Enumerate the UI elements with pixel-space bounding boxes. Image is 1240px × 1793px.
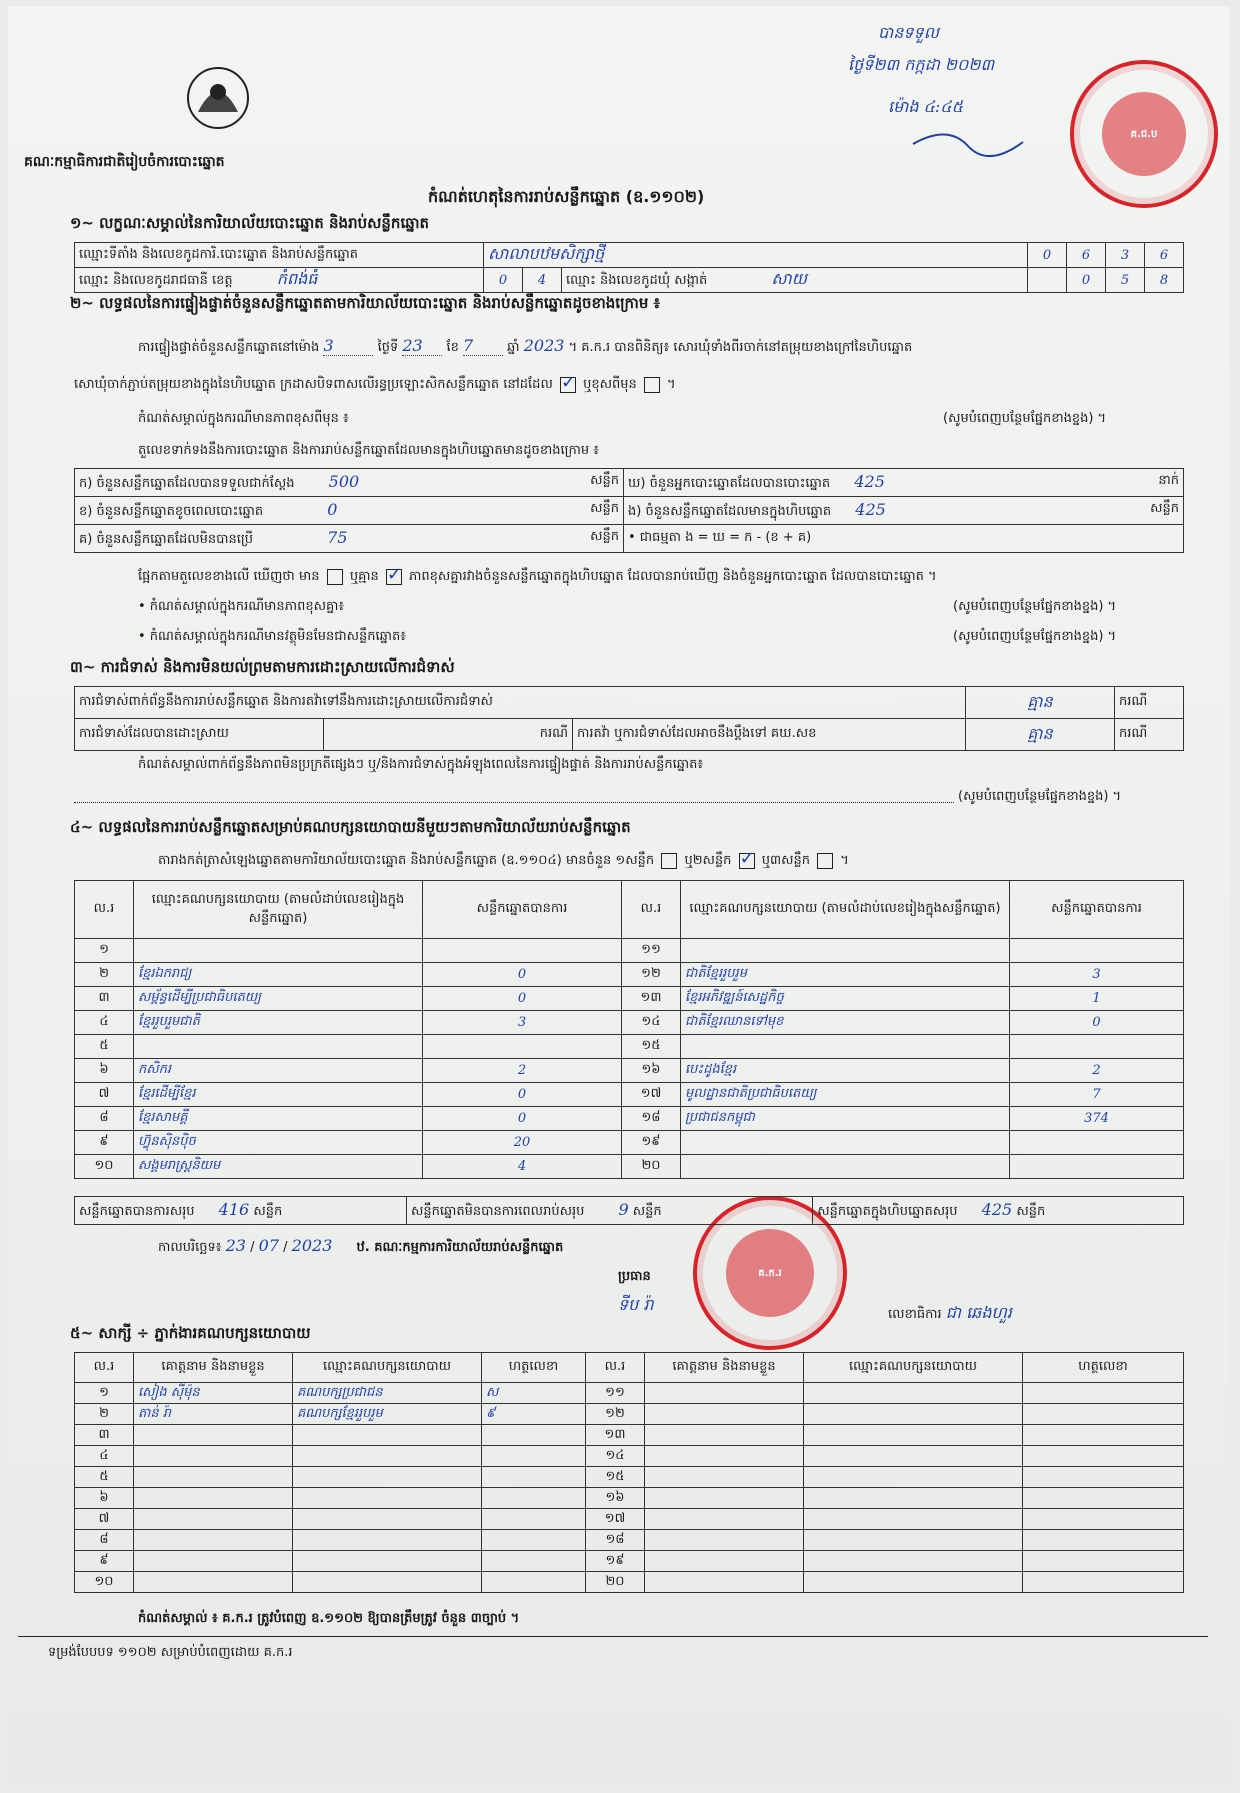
witness-signature bbox=[1023, 1488, 1184, 1509]
witness-party bbox=[293, 1425, 482, 1446]
witness-party bbox=[804, 1530, 1023, 1551]
result-party bbox=[134, 1035, 423, 1059]
verify-day: 23 bbox=[402, 336, 442, 356]
verify-time: 3 bbox=[323, 336, 373, 356]
result-party bbox=[134, 939, 423, 963]
nec-stamp-top: គ.ជ.ប bbox=[1070, 60, 1218, 208]
witness-party bbox=[293, 1488, 482, 1509]
results-row bbox=[75, 1011, 1184, 1035]
witness-signature bbox=[1023, 1572, 1184, 1593]
results-row bbox=[75, 1107, 1184, 1131]
one-sheet-checkbox[interactable] bbox=[661, 853, 677, 869]
result-party: កសិករ bbox=[134, 1059, 423, 1083]
witness-name bbox=[645, 1404, 804, 1425]
witness-signature bbox=[1023, 1446, 1184, 1467]
box-ballots: 425 bbox=[855, 499, 886, 519]
result-party: ជាតិខ្មែររួបរួម bbox=[681, 963, 1010, 987]
witness-name bbox=[645, 1509, 804, 1530]
witness-row bbox=[75, 1551, 1184, 1572]
total-valid: 416 bbox=[218, 1199, 250, 1219]
result-no: ១៦ bbox=[622, 1059, 681, 1083]
result-party: សង្គមរាស្ត្រនិយម bbox=[134, 1155, 423, 1179]
date-day: 23 bbox=[225, 1236, 246, 1255]
witness-name: តាន់ រ៉ា bbox=[134, 1404, 293, 1425]
commune-label: ឈ្មោះ និងលេខកូដឃុំ សង្កាត់ bbox=[566, 273, 708, 288]
verify-year: 2023 bbox=[523, 336, 565, 355]
witness-no: ១ bbox=[75, 1383, 134, 1404]
witness-no: ៣ bbox=[75, 1425, 134, 1446]
witness-party bbox=[804, 1425, 1023, 1446]
result-party: ខ្មែរអភិវឌ្ឍន៍សេដ្ឋកិច្ច bbox=[681, 987, 1010, 1011]
witness-name bbox=[645, 1572, 804, 1593]
witness-signature: ៩ bbox=[482, 1404, 586, 1425]
result-no: ១៤ bbox=[622, 1011, 681, 1035]
result-no: ២ bbox=[75, 963, 134, 987]
has-discrepancy-checkbox[interactable] bbox=[327, 569, 343, 585]
result-votes bbox=[1010, 1131, 1184, 1155]
witness-party bbox=[804, 1446, 1023, 1467]
section5-title: ៥~ សាក្សី ÷ ភ្នាក់ងារគណបក្សនយោបាយ bbox=[70, 1324, 311, 1342]
section2-title: ២~ លទ្ធផលនៃការផ្ទៀងផ្ទាត់ចំនួនសន្លឹកឆ្នោតតាមការិយាល័យបោះឆ្នោត និងរាប់សន្លឹកឆ្នោតដូចខាងក្រោម ៖ bbox=[70, 294, 661, 312]
witness-signature bbox=[482, 1509, 586, 1530]
unused-ballots: 75 bbox=[327, 527, 348, 547]
witness-name bbox=[134, 1572, 293, 1593]
discrepancy-line: ផ្អែកតាមតួលេខខាងលើ ឃើញថា មាន ឬគ្មាន ✓ ភាពខុសគ្នារវាងចំនួនសន្លឹកឆ្នោតក្នុងហិបឆ្នោត ដែលបានរាប់ឃើញ និងចំនួនអ្នកបោះឆ្នោត ដែលបានបោះឆ្នោត ។ bbox=[138, 568, 937, 587]
secretary-line: លេខាធិការ ជា ឆេងហួរ bbox=[888, 1303, 1012, 1322]
result-no: ១០ bbox=[75, 1155, 134, 1179]
bullet-diff: • កំណត់សម្គាល់ក្នុងករណីមានភាពខុសគ្នា៖ bbox=[138, 599, 345, 614]
result-party: ប្រជាជនកម្ពុជា bbox=[681, 1107, 1010, 1131]
witness-name bbox=[134, 1446, 293, 1467]
witness-signature bbox=[482, 1530, 586, 1551]
result-votes bbox=[1010, 1155, 1184, 1179]
sheets-line: តារាងកត់ត្រាសំឡេងឆ្នោតតាមការិយាល័យបោះឆ្នោត និងរាប់សន្លឹកឆ្នោត (ឧ.១១០៤) មានចំនួន ១សន្លឹក ឬ២សន្លឹក ✓ ឬ៣សន្លឹក ។ bbox=[158, 852, 849, 871]
bullet-object: • កំណត់សម្គាល់ក្នុងករណីមានវត្ថុមិនមែនជាសន្លឹកឆ្នោត៖ bbox=[138, 629, 406, 644]
objection-row1-value: គ្មាន bbox=[966, 687, 1115, 719]
totals-table: សន្លឹកឆ្នោតបានការសរុប 416 សន្លឹក សន្លឹកឆ្នោតមិនបានការពេលរាប់សរុប 9 សន្លឹក សន្លឹកឆ្នោតក្នុងហិបឆ្នោតសរុប 425 សន្លឹក bbox=[74, 1196, 1184, 1225]
result-votes bbox=[423, 939, 622, 963]
result-party: ខ្មែរដើម្បីខ្មែរ bbox=[134, 1083, 423, 1107]
witness-name bbox=[134, 1530, 293, 1551]
witness-row bbox=[75, 1572, 1184, 1593]
result-party bbox=[681, 939, 1010, 963]
result-votes: 2 bbox=[423, 1059, 622, 1083]
witness-row bbox=[75, 1404, 1184, 1425]
witness-name bbox=[645, 1446, 804, 1467]
witness-party bbox=[293, 1530, 482, 1551]
result-party: ខ្មែរឯករាជ្យ bbox=[134, 963, 423, 987]
results-table: ល.រ ឈ្មោះគណបក្សនយោបាយ (តាមលំដាប់លេខរៀងក្នុងសន្លឹកឆ្នោត) សន្លឹកឆ្នោតបានការ ល.រ ឈ្មោះគណបក្សនយោបាយ (តាមលំដាប់លេខរៀងក្នុងសន្លឹកឆ្នោត) សន្លឹកឆ្នោតបានការ ១ ១១ ២ ខ្មែរឯករាជ្យ 0 ១២ ជាតិខ្មែររួបរួម 3 ៣ សម្ព័ន្ធដើម្បីប្រជាធិបតេយ្យ 0 ១៣ ខ្មែរអភិវឌ្ឍន៍សេដ្ឋកិច្ច 1 ៤ ខ្មែររួបរួមជាតិ 3 ១៤ ជាតិខ្មែរឈានទៅមុខ 0 ៥ ១៥ ៦ កសិករ 2 ១៦ បេះដូងខ្មែរ 2 ៧ ខ្មែរដើម្បីខ្មែរ 0 ១៧ មូលដ្ឋានជាតិប្រជាធិបតេយ្យ 7 ៨ ខ្មែរសាមគ្គី 0 ១៨ ប្រជាជនកម្ពុជា 374 ៩ ហ៊្វុនស៊ិនប៉ិច 20 ១៩ ១០ សង្គមរាស្ត្រនិយម 4 ២០ bbox=[74, 880, 1184, 1179]
appeal-label: ការតវ៉ា ឬការជំទាស់ដែលអាចនឹងប្តឹងទៅ គឃ.សខ bbox=[573, 719, 966, 751]
witness-signature bbox=[1023, 1530, 1184, 1551]
witness-party bbox=[804, 1551, 1023, 1572]
witness-signature bbox=[1023, 1404, 1184, 1425]
received-date: ថ្ងៃទី២៣ កក្កដា ២០២៣ bbox=[848, 55, 995, 74]
witness-party: គណបក្សប្រជាជន bbox=[293, 1383, 482, 1404]
result-votes: 3 bbox=[423, 1011, 622, 1035]
date-month: 07 bbox=[258, 1236, 279, 1255]
figures-intro: តួលេខទាក់ទងនឹងការបោះឆ្នោត និងការរាប់សន្លឹកឆ្នោតដែលមានក្នុងហិបឆ្នោតមានដូចខាងក្រោម ៖ bbox=[138, 443, 599, 458]
result-votes: 374 bbox=[1010, 1107, 1184, 1131]
result-no: ៤ bbox=[75, 1011, 134, 1035]
witness-signature bbox=[482, 1488, 586, 1509]
secretary-name: ជា ឆេងហួរ bbox=[945, 1303, 1012, 1322]
witness-party bbox=[293, 1572, 482, 1593]
witness-signature bbox=[482, 1446, 586, 1467]
objection-row2-value: គ្មាន bbox=[966, 719, 1115, 751]
witness-no: ១២ bbox=[586, 1404, 645, 1425]
commune-code-1: 0 bbox=[1067, 268, 1106, 293]
witness-signature bbox=[1023, 1467, 1184, 1488]
witness-name bbox=[134, 1551, 293, 1572]
witness-name bbox=[645, 1425, 804, 1446]
commune-value: សាយ bbox=[771, 269, 807, 288]
witness-party bbox=[293, 1446, 482, 1467]
result-votes bbox=[1010, 939, 1184, 963]
results-row bbox=[75, 1131, 1184, 1155]
signature-top bbox=[908, 124, 1028, 164]
result-votes: 4 bbox=[423, 1155, 622, 1179]
witness-no: ៥ bbox=[75, 1467, 134, 1488]
witness-name bbox=[645, 1383, 804, 1404]
witness-party bbox=[293, 1551, 482, 1572]
results-row bbox=[75, 939, 1184, 963]
witness-no: ៤ bbox=[75, 1446, 134, 1467]
result-no: ១១ bbox=[622, 939, 681, 963]
result-party: បេះដូងខ្មែរ bbox=[681, 1059, 1010, 1083]
results-row bbox=[75, 987, 1184, 1011]
witness-row bbox=[75, 1530, 1184, 1551]
result-no: ៩ bbox=[75, 1131, 134, 1155]
witness-signature: ស bbox=[482, 1383, 586, 1404]
results-row bbox=[75, 1059, 1184, 1083]
result-no: ៥ bbox=[75, 1035, 134, 1059]
verify-month: 7 bbox=[463, 336, 503, 356]
result-no: ១៣ bbox=[622, 987, 681, 1011]
footnote: កំណត់សម្គាល់ ៖ គ.ក.រ ត្រូវបំពេញ ឧ.១១០២ ឱ្យបានត្រឹមត្រូវ ចំនួន ៣ច្បាប់ ។ bbox=[138, 1611, 520, 1626]
witness-party bbox=[293, 1509, 482, 1530]
result-party: ខ្មែររួបរួមជាតិ bbox=[134, 1011, 423, 1035]
witness-table: ល.រ គោត្តនាម និងនាមខ្លួន ឈ្មោះគណបក្សនយោបាយ ហត្ថលេខា ល.រ គោត្តនាម និងនាមខ្លួន ឈ្មោះគណបក្សនយោបាយ ហត្ថលេខា ១ សៀង ស៊ីម៉ុន គណបក្សប្រជាជន ស ១១ ២ តាន់ រ៉ា គណបក្សខ្មែររួបរួម ៩ ១២ ៣ ១៣ ៤ ១៤ ៥ ១៥ ៦ ១៦ ៧ ១៧ ៨ ១៨ ៩ ១៩ ១០ ២០ bbox=[74, 1352, 1184, 1593]
formula: • ជាធម្មតា ង = ឃ = ក - (ខ + គ) bbox=[624, 525, 1184, 553]
result-party: ខ្មែរសាមគ្គី bbox=[134, 1107, 423, 1131]
result-votes: 1 bbox=[1010, 987, 1184, 1011]
irregularity-note: កំណត់សម្គាល់ពាក់ព័ន្ធនឹងភាពមិនប្រក្រតីផ្សេងៗ ឬ/និងការជំទាស់ក្នុងអំឡុងពេលនៃការផ្ទៀងផ្ទាត់ និងការរាប់សន្លឹកឆ្នោត៖ bbox=[138, 757, 704, 772]
province-value: កំពង់ធំ bbox=[276, 269, 318, 288]
result-votes: 0 bbox=[423, 963, 622, 987]
witness-no: ១៣ bbox=[586, 1425, 645, 1446]
section4-title: ៤~ លទ្ធផលនៃការរាប់សន្លឹកឆ្នោតសម្រាប់គណបក្សនយោបាយនីមួយៗតាមការិយាល័យរាប់សន្លឹកឆ្នោត bbox=[70, 818, 631, 836]
location-code-3: 3 bbox=[1106, 243, 1145, 268]
location-code-2: 6 bbox=[1067, 243, 1106, 268]
witness-row bbox=[75, 1425, 1184, 1446]
location-label: ឈ្មោះទីតាំង និងលេខកូដការិ.បោះឆ្នោត និងរាប់សន្លឹកឆ្នោត bbox=[75, 243, 484, 268]
witness-no: ២០ bbox=[586, 1572, 645, 1593]
witness-name bbox=[645, 1467, 804, 1488]
commune-code-3: 8 bbox=[1145, 268, 1184, 293]
received-ballots: 500 bbox=[328, 471, 360, 491]
location-code-1: 0 bbox=[1028, 243, 1067, 268]
witness-signature bbox=[1023, 1551, 1184, 1572]
date-line: កាលបរិច្ឆេទ៖ 23 / 07 / 2023 ឋ. គណៈកម្មការការិយាល័យរាប់សន្លឹកឆ្នោត bbox=[158, 1236, 564, 1255]
result-party: សម្ព័ន្ធដើម្បីប្រជាធិបតេយ្យ bbox=[134, 987, 423, 1011]
witness-name bbox=[645, 1530, 804, 1551]
result-no: ១២ bbox=[622, 963, 681, 987]
witness-party bbox=[804, 1383, 1023, 1404]
result-no: ២០ bbox=[622, 1155, 681, 1179]
location-value: សាលាបឋមសិក្សាថ្មី bbox=[484, 243, 1028, 268]
three-sheet-checkbox[interactable] bbox=[817, 853, 833, 869]
result-party: មូលដ្ឋានជាតិប្រជាធិបតេយ្យ bbox=[681, 1083, 1010, 1107]
note-diff: កំណត់សម្គាល់ក្នុងករណីមានភាពខុសពីមុន ៖ bbox=[138, 411, 349, 426]
result-party bbox=[681, 1155, 1010, 1179]
witness-name bbox=[645, 1488, 804, 1509]
witness-no: ១៨ bbox=[586, 1530, 645, 1551]
chair-label: ប្រធាន bbox=[618, 1269, 651, 1284]
witness-no: ១១ bbox=[586, 1383, 645, 1404]
witness-no: ១៥ bbox=[586, 1467, 645, 1488]
witness-no: ៦ bbox=[75, 1488, 134, 1509]
witness-row bbox=[75, 1446, 1184, 1467]
witness-signature bbox=[482, 1467, 586, 1488]
witness-party bbox=[804, 1509, 1023, 1530]
total-box: 425 bbox=[981, 1199, 1013, 1219]
result-votes: 3 bbox=[1010, 963, 1184, 987]
witness-signature bbox=[482, 1425, 586, 1446]
witness-row bbox=[75, 1467, 1184, 1488]
province-label: ឈ្មោះ និងលេខកូដរាជធានី ខេត្ត bbox=[79, 273, 233, 288]
result-no: ៨ bbox=[75, 1107, 134, 1131]
result-votes: 0 bbox=[423, 1107, 622, 1131]
result-party: ជាតិខ្មែរឈានទៅមុខ bbox=[681, 1011, 1010, 1035]
result-no: ១៥ bbox=[622, 1035, 681, 1059]
witness-no: ១៤ bbox=[586, 1446, 645, 1467]
result-no: ១ bbox=[75, 939, 134, 963]
result-votes: 7 bbox=[1010, 1083, 1184, 1107]
results-row bbox=[75, 1155, 1184, 1179]
figures-table: ក) ចំនួនសន្លឹកឆ្នោតដែលបានទទួលជាក់ស្តែង 500 សន្លឹក ឃ) ចំនួនអ្នកបោះឆ្នោតដែលបានបោះឆ្នោត 425 នាក់ ខ) ចំនួនសន្លឹកឆ្នោតខូចពេលបោះឆ្នោត 0 សន្លឹក ង) ចំនួនសន្លឹកឆ្នោតដែលមានក្នុងហិបឆ្នោត 425 សន្លឹក គ) ចំនួនសន្លឹកឆ្នោតដែលមិនបានប្រើ 75 សន្លឹក • ជាធម្មតា ង = ឃ = ក - (ខ + គ) bbox=[74, 468, 1184, 553]
witness-no: ៧ bbox=[75, 1509, 134, 1530]
form-sheet: គណៈកម្មាធិការជាតិរៀបចំការបោះឆ្នោត កំណត់ហេតុនៃការរាប់សន្លឹកឆ្នោត (ឧ.១១០២) បានទទួល ថ្ងៃទី២៣ កក្កដា ២០២៣ ម៉ោង ៤:៤៥ គ.ជ.ប គ.ក.រ ១~ លក្ខណៈសម្គាល់នៃការិយាល័យបោះឆ្នោត និងរាប់សន្លឹកឆ្នោត ឈ្មោះទីតាំង និងលេខកូដការិ.បោះឆ្នោត និងរាប់សន្លឹកឆ្នោត សាលាបឋមសិក្សាថ្មី 0 6 3 6 ឈ្មោះ និងលេខកូដរាជធានី ខេត្ត កំពង់ធំ 0 4 ឈ្មោះ និងលេខកូដឃុំ សង្កាត់ សាយ 0 5 8 ២~ លទ្ធផលនៃការផ្ទៀងផ្ទាត់ចំនួនសន្លឹកឆ្នោតតាមការិយាល័យបោះឆ្នោត និងរាប់សន្លឹកឆ្នោតដូចខាងក្រោម ៖ ការផ្ទៀងផ្ទាត់ចំនួនសន្លឹកឆ្នោតនៅម៉ោង 3 ថ្ងៃទី 23 ខែ 7 ឆ្នាំ 2023 ។ គ.ក.រ បានពិនិត្យ៖ សោរឃុំទាំងពីរចាក់នៅតម្រុយខាងក្រៅនៃហិបឆ្នោត សោឃុំចាក់ភ្ជាប់តម្រុយខាងក្នុងនៃហិបឆ្នោត ក្រដាសបិទពាសលើរន្ធប្រឡោះសិកសន្លឹកឆ្នោត នៅដដែល ✓ ឬខុសពីមុន ។ កំណត់សម្គាល់ក្នុងករណីមានភាពខុសពីមុន ៖ (សូមបំពេញបន្ថែមផ្នែកខាងខ្នង) ។ តួលេខទាក់ទងនឹងការបោះឆ្នោត និងការរាប់សន្លឹកឆ្នោតដែលមានក្នុងហិបឆ្នោតមានដូចខាងក្រោម ៖ ក) ចំនួនសន្លឹកឆ្នោតដែលបានទទួលជាក់ស្តែង 500 សន្លឹក ឃ) ចំនួនអ្នកបោះឆ្នោតដែលបានបោះឆ្នោត 425 នាក់ ខ) ចំនួនសន្លឹកឆ្នោតខូចពេលបោះឆ្នោត 0 សន្លឹក ង) ចំនួនសន្លឹកឆ្នោតដែលមានក្នុងហិបឆ្នោត 425 សន្លឹក គ) ចំនួនសន្លឹកឆ្នោតដែលមិនបានប្រើ 75 សន្លឹក • ជាធម្មតា ង = ឃ = ក - (ខ + គ) ផ្អែកតាមតួលេខខាងលើ ឃើញថា មាន ឬគ្មាន ✓ ភាពខុសគ្នារវាងចំនួនសន្លឹកឆ្នោតក្នុងហិបឆ្នោត ដែលបានរាប់ឃើញ និងចំនួនអ្នកបោះឆ្នោត ដែលបានបោះឆ្នោត ។ • កំណត់សម្គាល់ក្នុងករណីមានភាពខុសគ្នា៖ (សូមបំពេញបន្ថែមផ្នែកខាងខ្នង) ។ • កំណត់សម្គាល់ក្នុងករណីមានវត្ថុមិនមែនជាសន្លឹកឆ្នោត៖ (សូមបំពេញបន្ថែមផ្នែកខាងខ្នង) ។ ៣~ ការជំទាស់ និងការមិនយល់ព្រមតាមការដោះស្រាយលើការជំទាស់ ការជំទាស់ពាក់ព័ន្ធនឹងការរាប់សន្លឹកឆ្នោត និងការតវ៉ាទៅនឹងការដោះស្រាយលើការជំទាស់ គ្មាន ករណី ការជំទាស់ដែលបានដោះស្រាយ ករណី ការតវ៉ា ឬការជំទាស់ដែលអាចនឹងប្តឹងទៅ គឃ.សខ គ្មាន ករណី កំណត់សម្គាល់ពាក់ព័ន្ធនឹងភាពមិនប្រក្រតីផ្សេងៗ ឬ/និងការជំទាស់ក្នុងអំឡុងពេលនៃការផ្ទៀងផ្ទាត់ និងការរាប់សន្លឹកឆ្នោត៖ (សូមបំពេញបន្ថែមផ្នែកខាងខ្នង) ។ ៤~ លទ្ធផលនៃការរាប់សន្លឹកឆ្នោតសម្រាប់គណបក្សនយោបាយនីមួយៗតាមការិយាល័យរាប់សន្លឹកឆ្នោត តារាងកត់ត្រាសំឡេងឆ្នោតតាមការិយាល័យបោះឆ្នោត និងរាប់សន្លឹកឆ្នោត (ឧ.១១០៤) មានចំនួន ១សន្លឹក ឬ២សន្លឹក ✓ ឬ៣សន្លឹក ។ ល.រ ឈ្មោះគណបក្សនយោបាយ (តាមលំដាប់លេខរៀងក្នុងសន្លឹកឆ្នោត) សន្លឹកឆ្នោតបានការ ល.រ ឈ្មោះគណបក្សនយោបាយ (តាមលំដាប់លេខរៀងក្នុងសន្លឹកឆ្នោត) សន្លឹកឆ្នោតបានការ ១ ១១ ២ ខ្មែរឯករាជ្យ 0 ១២ ជាតិខ្មែររួបរួម 3 ៣ សម្ព័ន្ធដើម្បីប្រជាធិបតេយ្យ 0 ១៣ ខ្មែរអភិវឌ្ឍន៍សេដ្ឋកិច្ច 1 ៤ ខ្មែររួបរួមជាតិ 3 ១៤ ជាតិខ្មែរឈានទៅមុខ 0 ៥ ១៥ ៦ កសិករ 2 ១៦ បេះដូងខ្មែរ 2 ៧ ខ្មែរដើម្បីខ្មែរ 0 ១៧ មូលដ្ឋានជាតិប្រជាធិបតេយ្យ 7 ៨ ខ្មែរសាមគ្គី 0 ១៨ ប្រជាជនកម្ពុជា 374 ៩ ហ៊្វុនស៊ិនប៉ិច 20 ១៩ ១០ សង្គមរាស្ត្រនិយម 4 ២០ សន្លឹកឆ្នោតបានការសរុប 416 សន្លឹក សន្លឹកឆ្នោតមិនបានការពេលរាប់សរុប 9 សន្លឹក សន្លឹកឆ្នោតក្នុងហិបឆ្នោតសរុប 425 សន្លឹក កាលបរិច្ឆេទ៖ 23 / 07 / 2023 ឋ. គណៈកម្មការការិយាល័យរាប់សន្លឹកឆ្នោត ប្រធាន ទីប រ៉ា លេខាធិការ ជា ឆេងហួរ ៥~ សាក្សី ÷ ភ្នាក់ងារគណបក្សនយោបាយ ល.រ គោត្តនាម និងនាមខ្លួន ឈ្មោះគណបក្សនយោបាយ ហត្ថលេខា ល.រ គោត្តនាម និងនាមខ្លួន ឈ្មោះគណបក្សនយោបាយ ហត្ថលេខា ១ សៀង ស៊ីម៉ុន គណបក្សប្រជាជន ស ១១ ២ តាន់ រ៉ា គណបក្សខ្មែររួបរួម ៩ ១២ ៣ ១៣ ៤ ១៤ ៥ ១៥ ៦ ១៦ ៧ ១៧ ៨ ១៨ ៩ ១៩ ១០ ២០ កំណត់សម្គាល់ ៖ គ.ក.រ ត្រូវបំពេញ ឧ.១១០២ ឱ្យបានត្រឹមត្រូវ ចំនួន ៣ច្បាប់ ។ ទម្រង់បែបបទ ១១០២ សម្រាប់បំពេញដោយ គ.ក.រ bbox=[8, 6, 1230, 1786]
form-footer: ទម្រង់បែបបទ ១១០២ សម្រាប់បំពេញដោយ គ.ក.រ bbox=[48, 1645, 293, 1660]
witness-party bbox=[804, 1467, 1023, 1488]
different-checkbox[interactable] bbox=[644, 377, 660, 393]
objection-row1: ការជំទាស់ពាក់ព័ន្ធនឹងការរាប់សន្លឹកឆ្នោត និងការតវ៉ាទៅនឹងការដោះស្រាយលើការជំទាស់ bbox=[75, 687, 966, 719]
no-discrepancy-checkbox[interactable] bbox=[386, 569, 402, 585]
resolved-label: ការជំទាស់ដែលបានដោះស្រាយ bbox=[75, 719, 324, 751]
witness-row bbox=[75, 1509, 1184, 1530]
witness-name bbox=[134, 1488, 293, 1509]
witness-name bbox=[134, 1467, 293, 1488]
witness-signature bbox=[1023, 1425, 1184, 1446]
section1-table bbox=[74, 242, 1184, 293]
result-no: ៧ bbox=[75, 1083, 134, 1107]
location-code-4: 6 bbox=[1145, 243, 1184, 268]
section3-title: ៣~ ការជំទាស់ និងការមិនយល់ព្រមតាមការដោះស្រាយលើការជំទាស់ bbox=[70, 658, 455, 676]
form-title: កំណត់ហេតុនៃការរាប់សន្លឹកឆ្នោត (ឧ.១១០២) bbox=[428, 187, 705, 206]
result-no: ១៩ bbox=[622, 1131, 681, 1155]
witness-name bbox=[134, 1425, 293, 1446]
date-year: 2023 bbox=[291, 1236, 333, 1255]
committee-name: គណៈកម្មាធិការជាតិរៀបចំការបោះឆ្នោត bbox=[24, 154, 225, 170]
result-party bbox=[681, 1131, 1010, 1155]
result-votes bbox=[423, 1035, 622, 1059]
witness-no: ១៧ bbox=[586, 1509, 645, 1530]
result-no: ១៧ bbox=[622, 1083, 681, 1107]
results-row bbox=[75, 1083, 1184, 1107]
result-votes bbox=[1010, 1035, 1184, 1059]
chair-name: ទីប រ៉ា bbox=[618, 1295, 654, 1314]
two-sheet-checkbox[interactable] bbox=[739, 853, 755, 869]
witness-party: គណបក្សខ្មែររួបរួម bbox=[293, 1404, 482, 1425]
witness-signature bbox=[482, 1551, 586, 1572]
voters-count: 425 bbox=[854, 471, 885, 491]
witness-party bbox=[804, 1572, 1023, 1593]
witness-row bbox=[75, 1488, 1184, 1509]
result-no: ១៨ bbox=[622, 1107, 681, 1131]
seal-line: សោឃុំចាក់ភ្ជាប់តម្រុយខាងក្នុងនៃហិបឆ្នោត ក្រដាសបិទពាសលើរន្ធប្រឡោះសិកសន្លឹកឆ្នោត នៅដដែល ✓ ឬខុសពីមុន ។ bbox=[74, 376, 676, 395]
note-diff-hint: (សូមបំពេញបន្ថែមផ្នែកខាងខ្នង) ។ bbox=[943, 411, 1107, 426]
witness-no: ១៦ bbox=[586, 1488, 645, 1509]
witness-no: ៩ bbox=[75, 1551, 134, 1572]
witness-name bbox=[134, 1509, 293, 1530]
result-party: ហ៊្វុនស៊ិនប៉ិច bbox=[134, 1131, 423, 1155]
witness-no: ១០ bbox=[75, 1572, 134, 1593]
witness-party bbox=[293, 1467, 482, 1488]
witness-signature bbox=[482, 1572, 586, 1593]
same-checkbox[interactable] bbox=[560, 377, 576, 393]
witness-name bbox=[645, 1551, 804, 1572]
commune-code-2: 5 bbox=[1106, 268, 1145, 293]
witness-no: ៨ bbox=[75, 1530, 134, 1551]
result-votes: 2 bbox=[1010, 1059, 1184, 1083]
result-no: ៦ bbox=[75, 1059, 134, 1083]
province-code-1: 0 bbox=[484, 268, 523, 293]
verify-line: ការផ្ទៀងផ្ទាត់ចំនួនសន្លឹកឆ្នោតនៅម៉ោង 3 ថ្ងៃទី 23 ខែ 7 ឆ្នាំ 2023 ។ គ.ក.រ បានពិនិត្យ៖ សោរឃុំទាំងពីរចាក់នៅតម្រុយខាងក្រៅនៃហិបឆ្នោត bbox=[138, 336, 913, 355]
received-time: ម៉ោង ៤:៤៥ bbox=[888, 97, 963, 116]
nec-stamp-bottom: គ.ក.រ bbox=[693, 1196, 847, 1350]
spoiled-ballots: 0 bbox=[327, 499, 338, 519]
results-row bbox=[75, 963, 1184, 987]
witness-name: សៀង ស៊ីម៉ុន bbox=[134, 1383, 293, 1404]
witness-party bbox=[804, 1488, 1023, 1509]
total-invalid: 9 bbox=[618, 1199, 629, 1219]
province-code-2: 4 bbox=[523, 268, 562, 293]
witness-no: ២ bbox=[75, 1404, 134, 1425]
objection-table: ការជំទាស់ពាក់ព័ន្ធនឹងការរាប់សន្លឹកឆ្នោត និងការតវ៉ាទៅនឹងការដោះស្រាយលើការជំទាស់ គ្មាន ករណី ការជំទាស់ដែលបានដោះស្រាយ ករណី ការតវ៉ា ឬការជំទាស់ដែលអាចនឹងប្តឹងទៅ គឃ.សខ គ្មាន ករណី bbox=[74, 686, 1184, 751]
nec-emblem-icon bbox=[178, 62, 258, 134]
result-no: ៣ bbox=[75, 987, 134, 1011]
result-votes: 0 bbox=[1010, 1011, 1184, 1035]
results-row bbox=[75, 1035, 1184, 1059]
result-votes: 0 bbox=[423, 987, 622, 1011]
witness-party bbox=[804, 1404, 1023, 1425]
result-votes: 20 bbox=[423, 1131, 622, 1155]
result-party bbox=[681, 1035, 1010, 1059]
result-votes: 0 bbox=[423, 1083, 622, 1107]
witness-signature bbox=[1023, 1383, 1184, 1404]
section1-title: ១~ លក្ខណៈសម្គាល់នៃការិយាល័យបោះឆ្នោត និងរាប់សន្លឹកឆ្នោត bbox=[70, 214, 430, 232]
witness-signature bbox=[1023, 1509, 1184, 1530]
received-note: បានទទួល bbox=[878, 23, 939, 42]
witness-no: ១៩ bbox=[586, 1551, 645, 1572]
witness-row bbox=[75, 1383, 1184, 1404]
